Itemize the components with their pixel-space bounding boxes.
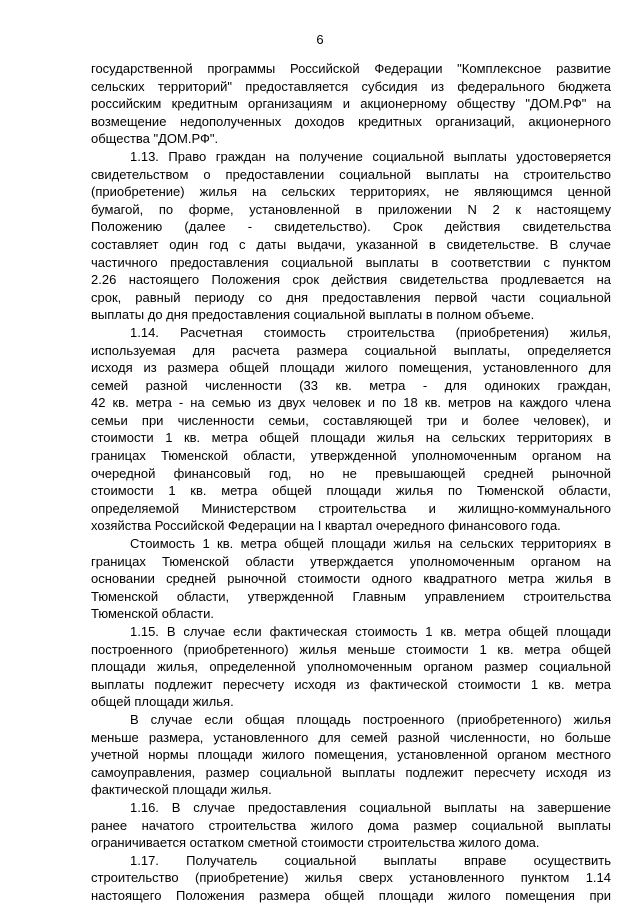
text-line: (приобретение) жилья на сельских территориях, не являющимся ценной [91,184,611,200]
text-line: частичного предоставления социальной выплаты в соответствии с пунктом [91,254,611,270]
text-line: настоящего Положения размера общей площади жилого помещения при [91,887,611,903]
text-line: самоуправления, размер социальной выплаты подлежит пересчету исходя из [91,764,611,780]
text-line: бумагой, по форме, установленной в приложении N 2 к настоящему [91,201,611,217]
text-line: используемая для расчета размера социальной выплаты, определяется [91,342,611,358]
text-line: семей разной численности (33 кв. метра - для одиноких граждан, [91,377,611,393]
text-line: границах Тюменской области утверждается уполномоченным органом на [91,553,611,569]
text-line: 1.15. В случае если фактическая стоимость 1 кв. метра общей площади [130,624,611,639]
text-line: определяемой Министерством строительства и жилищно-коммунального [91,500,611,516]
text-line: срок, равный периоду со дня предоставления первой части социальной [91,289,611,305]
text-line: стоимости 1 кв. метра общей площади жилья по Тюменской области, [91,483,611,499]
text-line: Стоимость 1 кв. метра общей площади жилья на сельских территориях в [130,536,611,552]
page-number: 6 [316,32,324,47]
text-line: площади жилья, определенной уполномоченным органом размер социальной [91,659,611,675]
text-line: 2.26 настоящего Положения срок действия свидетельства продлевается на [91,272,611,288]
text-line: российским кредитным организациям и акционерному обществу "ДОМ.РФ" на [91,96,611,112]
text-line: семьи при численности семьи, составляющей три и более человек), и [91,412,611,428]
text-line: сельских территорий" предоставляется субсидия из федерального бюджета [91,78,611,94]
text-line: хозяйства Российской Федерации на I квартал очередного финансового года. [91,518,561,534]
text-line: ранее начатого строительства жилого дома размер социальной выплаты [91,817,611,833]
text-line: основании средней рыночной стоимости одного квадратного метра жилья в [91,571,611,587]
text-line: меньше размера, установленного для семей разной численности, но больше [91,729,611,745]
text-line: общества "ДОМ.РФ". [91,131,219,147]
text-line: стоимости 1 кв. метра общей площади жилья на сельских территориях в [91,430,611,446]
text-line: 1.17. Получатель социальной выплаты вправе осуществить [130,852,611,868]
text-line: 1.16. В случае предоставления социальной выплаты на завершение [130,799,611,815]
text-line: Тюменской области, утвержденной Главным управлением строительства [91,588,611,604]
text-line: 42 кв. метра - на семью из двух человек и по 18 кв. метров на каждого члена [91,395,611,411]
text-line: исходя из размера общей площади жилого помещения, установленного для [91,360,611,376]
text-line: 1.14. Расчетная стоимость строительства (приобретения) жилья, [130,324,611,340]
text-line: ограничивается остатком сметной стоимости строительства жилого дома. [91,835,540,851]
text-line: выплаты до дня предоставления социальной выплаты в полном объеме. [91,307,535,323]
document-body [91,60,611,905]
text-line: учетной нормы площади жилого помещения, установленной органом местного [91,747,611,763]
text-line: Положению (далее - свидетельство). Срок действия свидетельства [91,219,611,235]
text-line: свидетельством о предоставлении социальной выплаты на строительство [91,166,611,182]
text-line: строительство (приобретение) жилья сверх установленного пунктом 1.14 [91,870,611,886]
text-line: Тюменской области. [91,606,214,622]
text-line: возмещение недополученных доходов кредитных организаций, акционерного [91,113,611,129]
text-line: В случае если общая площадь построенного (приобретенного) жилья [130,711,611,727]
text-line: выплаты подлежит пересчету исходя из фактической стоимости 1 кв. метра [91,676,611,692]
text-line: фактической площади жилья. [91,782,272,798]
text-line: общей площади жилья. [91,694,234,710]
text-line: 1.13. Право граждан на получение социальной выплаты удостоверяется [130,148,611,164]
text-line: границах Тюменской области, утвержденной уполномоченным органом на [91,448,611,464]
text-line: построенного (приобретенного) жилья меньше стоимости 1 кв. метра общей [91,641,611,657]
text-line: государственной программы Российской Федерации "Комплексное развитие [91,61,611,76]
text-line: очередной финансовый год, но не превышающей средней рыночной [91,465,611,481]
text-line: составляет один год с даты выдачи, указанной в свидетельстве. В случае [91,236,611,252]
